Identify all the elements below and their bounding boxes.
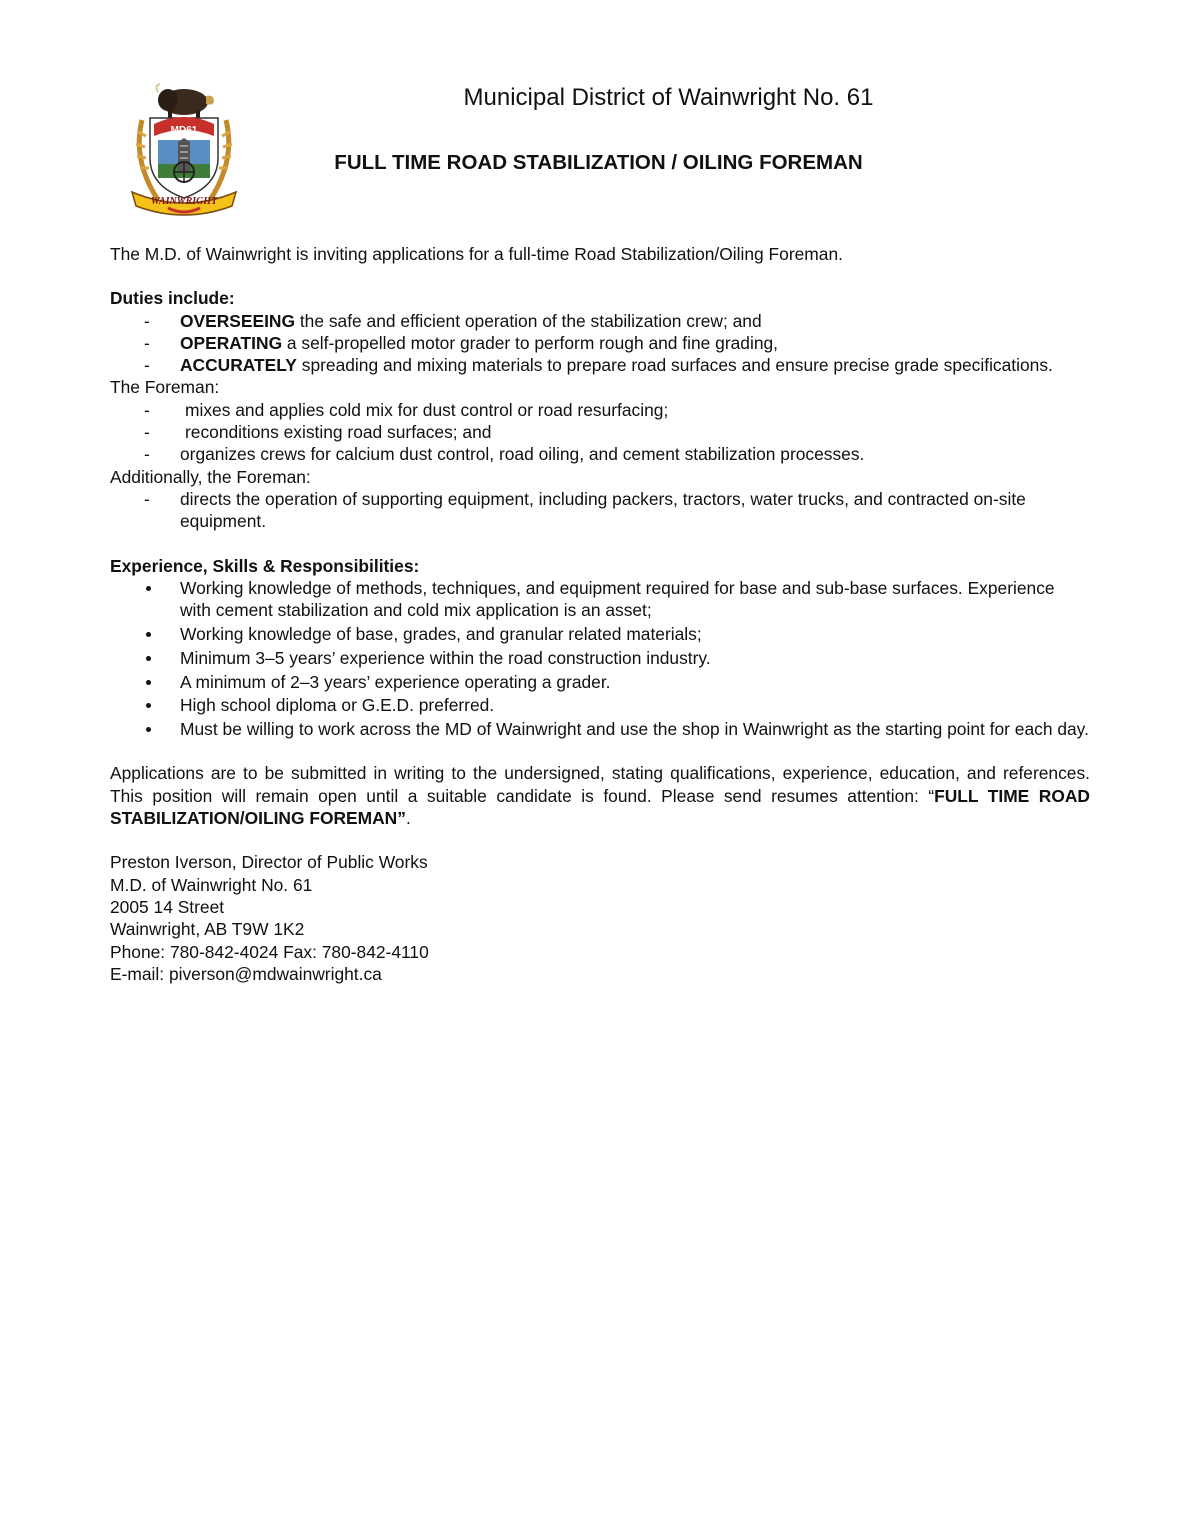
contact-block — [110, 851, 1090, 985]
list-item: High school diploma or G.E.D. preferred. — [110, 694, 1090, 716]
contact-street: 2005 14 Street — [110, 896, 225, 917]
experience-list — [110, 577, 1090, 741]
intro-paragraph: The M.D. of Wainwright is inviting applications for a full-time Road Stabilization/Oiling Foreman. — [110, 244, 843, 264]
list-item: Must be willing to work across the MD of Wainwright and use the shop in Wainwright as the starting point for each day. — [110, 718, 1090, 740]
list-item: - organizes crews for calcium dust control, road oiling, and cement stabilization processes. — [110, 443, 1090, 465]
list-item: - directs the operation of supporting equipment, including packers, tractors, water trucks, and contracted on-site equipment. — [110, 488, 1090, 533]
organization-title: Municipal District of Wainwright No. 61 — [463, 84, 874, 111]
contact-city: Wainwright, AB T9W 1K2 — [110, 919, 305, 940]
contact-email: E-mail: piverson@mdwainwright.ca — [110, 963, 382, 984]
list-item: - OVERSEEING the safe and efficient operation of the stabilization crew; and — [110, 310, 1090, 332]
contact-name: Preston Iverson, Director of Public Works — [110, 852, 428, 873]
duties-list — [110, 310, 1090, 377]
applications-paragraph: Applications are to be submitted in writing to the undersigned, stating qualifications, experience, education, and references. This position will remain open until a suitable candidate is found. Please send resumes attention: “FULL TIME ROAD STABILIZATION/OILING FOREMAN”. — [110, 763, 1090, 829]
contact-organization: M.D. of Wainwright No. 61 — [110, 874, 313, 895]
list-item: A minimum of 2–3 years’ experience operating a grader. — [110, 671, 1090, 693]
additionally-heading: Additionally, the Foreman: — [110, 466, 311, 487]
duties-heading: Duties include: — [110, 288, 235, 309]
experience-heading: Experience, Skills & Responsibilities: — [110, 555, 420, 576]
logo-wainwright-text: WAINWRIGHT — [150, 196, 218, 207]
foreman-list — [110, 399, 1090, 466]
additionally-list — [110, 488, 1090, 533]
list-item: - reconditions existing road surfaces; and — [110, 421, 1090, 443]
logo-md61-text: MD61 — [170, 125, 198, 136]
list-item: Minimum 3–5 years’ experience within the road construction industry. — [110, 647, 1090, 669]
list-item: - mixes and applies cold mix for dust control or road resurfacing; — [110, 399, 1090, 421]
list-item: Working knowledge of methods, techniques, and equipment required for base and sub-base surfaces. Experience with cement stabilization and cold mix application is an asset; — [110, 577, 1090, 622]
foreman-heading: The Foreman: — [110, 377, 220, 398]
list-item: Working knowledge of base, grades, and granular related materials; — [110, 623, 1090, 645]
posting-body — [110, 243, 1090, 985]
list-item: - ACCURATELY spreading and mixing materials to prepare road surfaces and ensure precise grade specifications. — [110, 354, 1090, 376]
list-item: - OPERATING a self-propelled motor grader to perform rough and fine grading, — [110, 332, 1090, 354]
job-title: FULL TIME ROAD STABILIZATION / OILING FOREMAN — [334, 151, 863, 174]
contact-phone-fax: Phone: 780-842-4024 Fax: 780-842-4110 — [110, 941, 429, 962]
